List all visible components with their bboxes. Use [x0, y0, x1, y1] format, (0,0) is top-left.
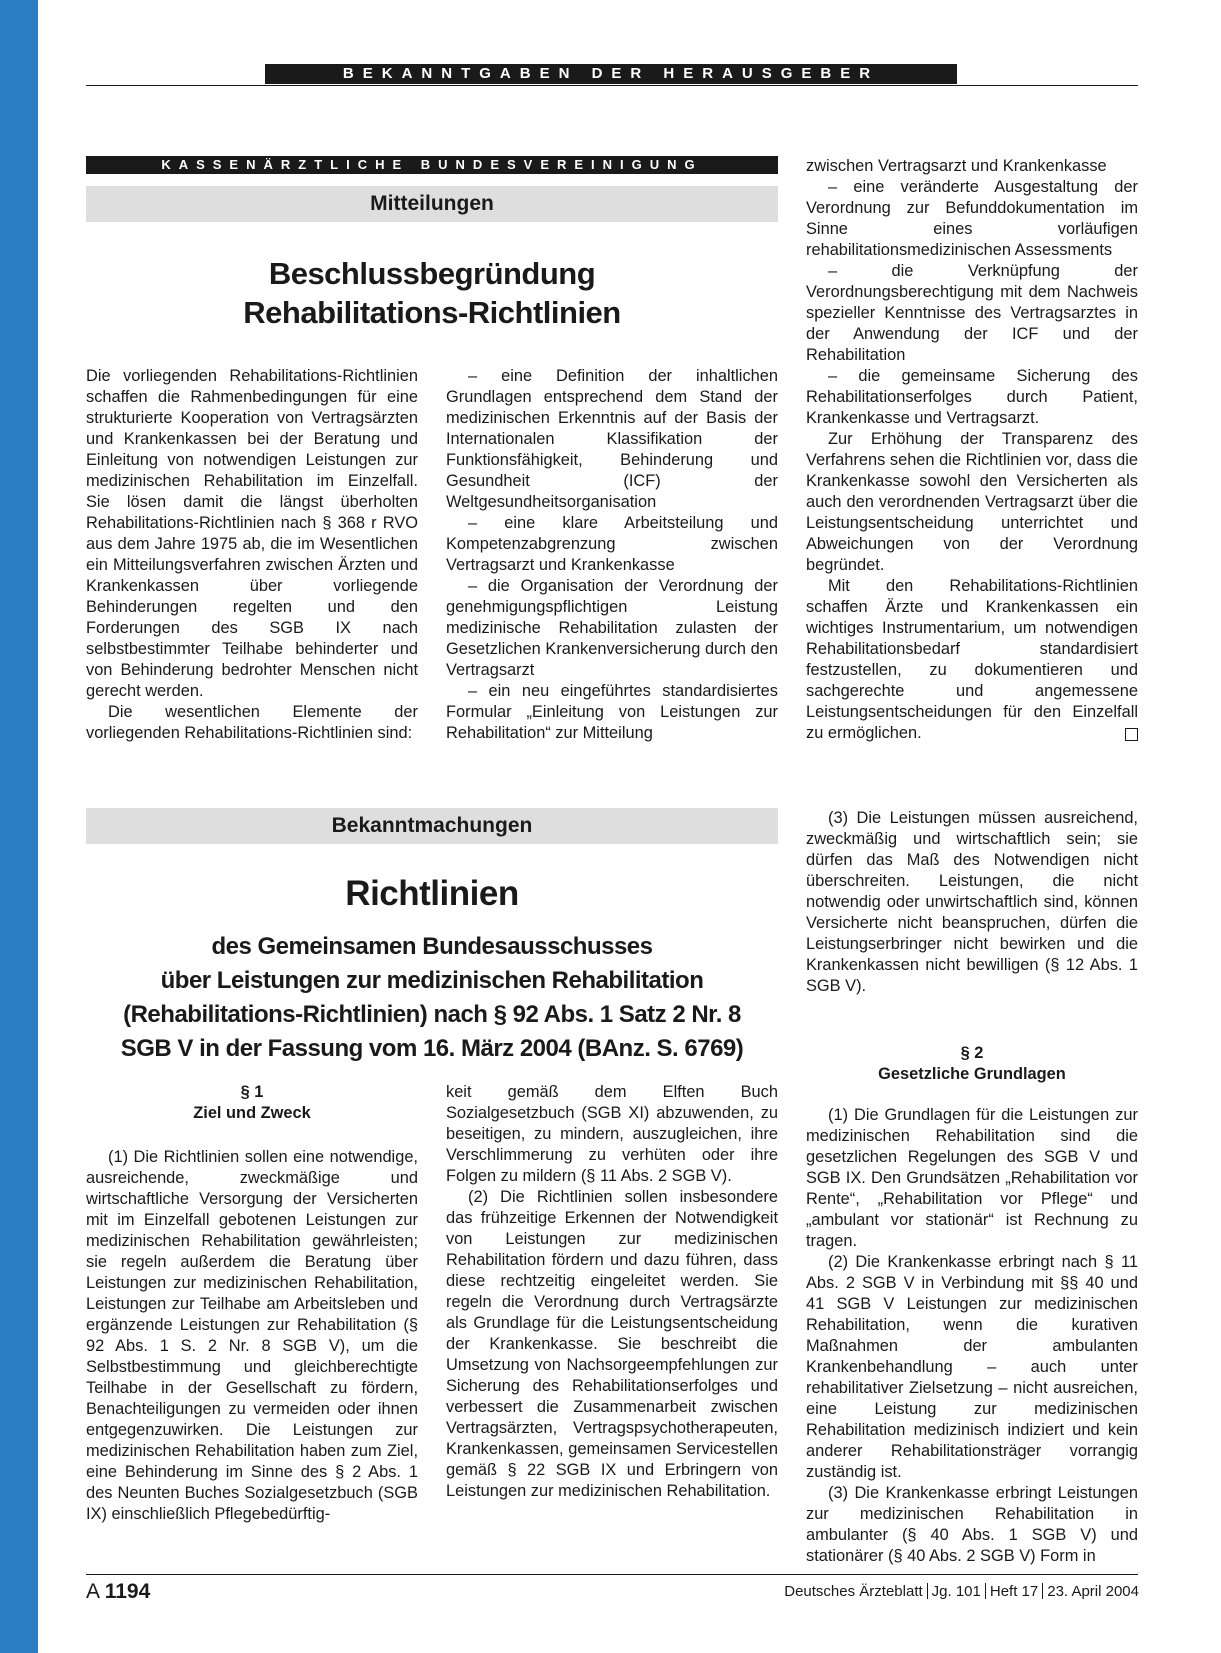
header-rule — [86, 85, 1138, 86]
section-title: Gesetzliche Grundlagen — [878, 1065, 1066, 1083]
page-number — [86, 1580, 150, 1604]
paragraph: (3) Die Leistungen müssen ausreichend, zweckmäßig und wirtschaftlich sein; sie dürfen das Maß des Notwendigen nicht überschreiten. Leistungen, die nicht notwendig oder unwirtschaftlich sind, können Versicherte nicht beanspruchen, dürfen die Leistungserbringer nicht bewirken und die Krankenkassen nicht bewilligen (§ 12 Abs. 1 SGB V). — [806, 809, 1138, 995]
section-title: Ziel und Zweck — [193, 1104, 311, 1122]
journal-info — [784, 1583, 1139, 1600]
page-prefix: A — [86, 1580, 99, 1603]
list-item: – die Verknüpfung der Verordnungsberechtigung mit dem Nachweis spezieller Kenntnisse des Vertragsarztes in der Anwendung der ICF und der Rehabilitation — [806, 262, 1138, 364]
paragraph: Die wesentlichen Elemente der vorliegenden Rehabilitations-Richtlinien sind: — [86, 703, 418, 742]
footer-rule — [86, 1574, 1138, 1575]
edge-color-strip — [0, 0, 38, 1653]
paragraph — [806, 576, 1138, 744]
page-number-value: 1194 — [104, 1580, 151, 1603]
journal-volume: Jg. 101 — [931, 1583, 981, 1600]
paragraph: (2) Die Richtlinien sollen insbesondere das frühzeitige Erkennen der Notwendigkeit von Leistungen zur medizinischen Rehabilitation fördern und dazu führen, dass diese rechtzeitig eingeleitet werden. Sie regeln die Verordnung durch Vertragsärzte als Grundlage für die Leistungsentscheidung der Krankenkasse. Sie beschreibt die Umsetzung von Nachsorgeempfehlungen zur Sicherung des Rehabilitationserfolges und verbessert die Zusammenarbeit zwischen Vertragsärzten, Vertragspsychotherapeuten, Krankenkassen, gemeinsamen Servicestellen gemäß § 22 SGB IX und Erbringern von Leistungen zur medizinischen Rehabilitation. — [446, 1188, 778, 1500]
list-item: – die Organisation der Verordnung der genehmigungspflichtigen Leistung medizinische Rehabilitation zulasten der Gesetzlichen Krankenversicherung durch den Vertragsarzt — [446, 577, 778, 679]
bekanntmachungen-title: Richtlinien — [345, 874, 519, 913]
paragraph: (1) Die Grundlagen für die Leistungen zur medizinischen Rehabilitation sind die gesetzlichen Regelungen des SGB V und SGB IX. Den Grundsätzen „Rehabilitation vor Rente“, „Rehabilitation vor Pflege“ und „ambulant vor stationär“ ist Rechnung zu tragen. — [806, 1106, 1138, 1250]
bekanntmachungen-column-1 — [86, 1147, 418, 1547]
subtitle-line: des Gemeinsamen Bundesausschusses — [211, 933, 653, 960]
bekanntmachungen-column-3-top — [806, 808, 1138, 1000]
mitteilungen-column-1 — [86, 366, 418, 746]
mitteilungen-title-line1: Beschlussbegründung — [268, 256, 596, 291]
list-item: – die gemeinsame Sicherung des Rehabilitationserfolges durch Patient, Krankenkasse und Vertragsarzt. — [806, 367, 1138, 427]
mitteilungen-column-3 — [806, 156, 1138, 746]
subtitle-line: über Leistungen zur medizinischen Rehabilitation — [160, 967, 704, 994]
separator — [985, 1583, 986, 1599]
paragraph: Zur Erhöhung der Transparenz des Verfahrens sehen die Richtlinien vor, dass die Krankenkasse sowohl den Versicherten als auch den verordnenden Vertragsarzt über die Leistungsentscheidung unterrichtet und Abweichungen von der Verordnung begründet. — [806, 430, 1138, 574]
section-number: § 1 — [240, 1083, 264, 1101]
subtitle-line: SGB V in der Fassung vom 16. März 2004 (BAnz. S. 6769) — [120, 1035, 744, 1062]
section-2-heading — [806, 1043, 1138, 1085]
list-item: – eine Definition der inhaltlichen Grundlagen entsprechend dem Stand der medizinischen Erkenntnis auf der Basis der Internationalen Klassifikation der Funktionsfähigkeit, Behinderung und Gesundheit (ICF) der Weltgesundheitsorganisation — [446, 367, 778, 511]
header-banner: BEKANNTGABEN DER HERAUSGEBER — [265, 64, 957, 84]
section-bar-mitteilungen: Mitteilungen — [86, 186, 778, 222]
journal-issue: Heft 17 — [989, 1583, 1039, 1600]
separator — [927, 1583, 928, 1599]
mitteilungen-title — [86, 254, 778, 332]
mitteilungen-column-2 — [446, 366, 778, 746]
separator — [1042, 1583, 1043, 1599]
journal-date: 23. April 2004 — [1047, 1583, 1139, 1600]
list-item: – eine veränderte Ausgestaltung der Verordnung zur Befunddokumentation im Sinne eines vorläufigen rehabilitationsmedizinischen Assessments — [806, 178, 1138, 259]
paragraph-text: Mit den Rehabilitations-Richtlinien schaffen Ärzte und Krankenkassen ein wichtiges Instrumentarium, um notwendigen Rehabilitationsbedarf standardisiert festzustellen, zu dokumentieren und sachgerechte und angemessene Leistungsentscheidungen für den Einzelfall zu ermöglichen. — [806, 577, 1138, 742]
subtitle-line: (Rehabilitations-Richtlinien) nach § 92 Abs. 1 Satz 2 Nr. 8 — [123, 1001, 741, 1028]
paragraph: (1) Die Richtlinien sollen eine notwendige, ausreichende, zweckmäßige und wirtschaftliche Versorgung der Versicherten mit im Einzelfall gebotenen Leistungen zur medizinischen Rehabilitation gewährleisten; sie regeln außerdem die Beratung über Leistungen zur medizinischen Rehabilitation, Leistungen zur Teilhabe am Arbeitsleben und ergänzende Leistungen zur Rehabilitation (§ 92 Abs. 1 S. 2 Nr. 8 SGB V), um die Selbstbestimmung und gleichberechtigte Teilhabe in der Gesellschaft zu fördern, Benachteiligungen zu vermeiden oder ihnen entgegenzuwirken. Die Leistungen zur medizinischen Rehabilitation haben zum Ziel, eine Behinderung im Sinne des § 2 Abs. 1 des Neunten Buches Sozialgesetzbuch (SGB IX) einschließlich Pflegebedürftig- — [86, 1148, 418, 1523]
kbv-label: KASSENÄRZTLICHE BUNDESVEREINIGUNG — [86, 156, 778, 174]
bekanntmachungen-column-3-bottom — [806, 1105, 1138, 1565]
bekanntmachungen-column-2 — [446, 1082, 778, 1547]
paragraph: keit gemäß dem Elften Buch Sozialgesetzbuch (SGB XI) abzuwenden, zu beseitigen, zu mindern, auszugleichen, ihre Verschlimmerung zu verhüten oder ihre Folgen zu mildern (§ 11 Abs. 2 SGB V). — [446, 1083, 778, 1185]
list-item: – eine klare Arbeitsteilung und Kompetenzabgrenzung zwischen Vertragsarzt und Krankenkasse — [446, 514, 778, 574]
mitteilungen-title-line2: Rehabilitations-Richtlinien — [243, 295, 621, 330]
end-of-article-icon — [1125, 728, 1138, 741]
paragraph: (2) Die Krankenkasse erbringt nach § 11 Abs. 2 SGB V in Verbindung mit §§ 40 und 41 SGB V Leistungen zur medizinischen Rehabilitation, wenn die kurativen Maßnahmen der ambulanten Krankenbehandlung – auch unter rehabilitativer Zielsetzung – nicht ausreichen, eine Leistung zur medizinischen Rehabilitation medizinisch indiziert und kein anderer Rehabilitationsträger vorrangig zuständig ist. — [806, 1253, 1138, 1481]
paragraph: Die vorliegenden Rehabilitations-Richtlinien schaffen die Rahmenbedingungen für eine strukturierte Kooperation von Vertragsärzten und Krankenkassen bei der Beratung und Einleitung von notwendigen Leistungen zur medizinischen Rehabilitation im Einzelfall. Sie lösen damit die längst überholten Rehabilitations-Richtlinien nach § 368 r RVO aus dem Jahre 1975 ab, die im Wesentlichen ein Mitteilungsverfahren zwischen Ärzten und Krankenkassen über vorliegende Behinderungen regelten und den Forderungen des SGB IX nach selbstbestimmter Teilhabe behinderter und von Behinderung bedrohter Menschen nicht gerecht werden. — [86, 367, 418, 700]
journal-name: Deutsches Ärzteblatt — [784, 1583, 923, 1600]
paragraph: zwischen Vertragsarzt und Krankenkasse — [806, 157, 1107, 175]
section-1-heading — [86, 1082, 418, 1124]
section-bar-bekanntmachungen: Bekanntmachungen — [86, 808, 778, 844]
list-item: – ein neu eingeführtes standardisiertes Formular „Einleitung von Leistungen zur Rehabilitation“ zur Mitteilung — [446, 682, 778, 742]
paragraph: (3) Die Krankenkasse erbringt Leistungen zur medizinischen Rehabilitation in ambulanter (§ 40 Abs. 1 SGB V) und stationärer (§ 40 Abs. 2 SGB V) Form in — [806, 1484, 1138, 1565]
bekanntmachungen-subtitle — [86, 930, 778, 1066]
section-number: § 2 — [960, 1044, 984, 1062]
